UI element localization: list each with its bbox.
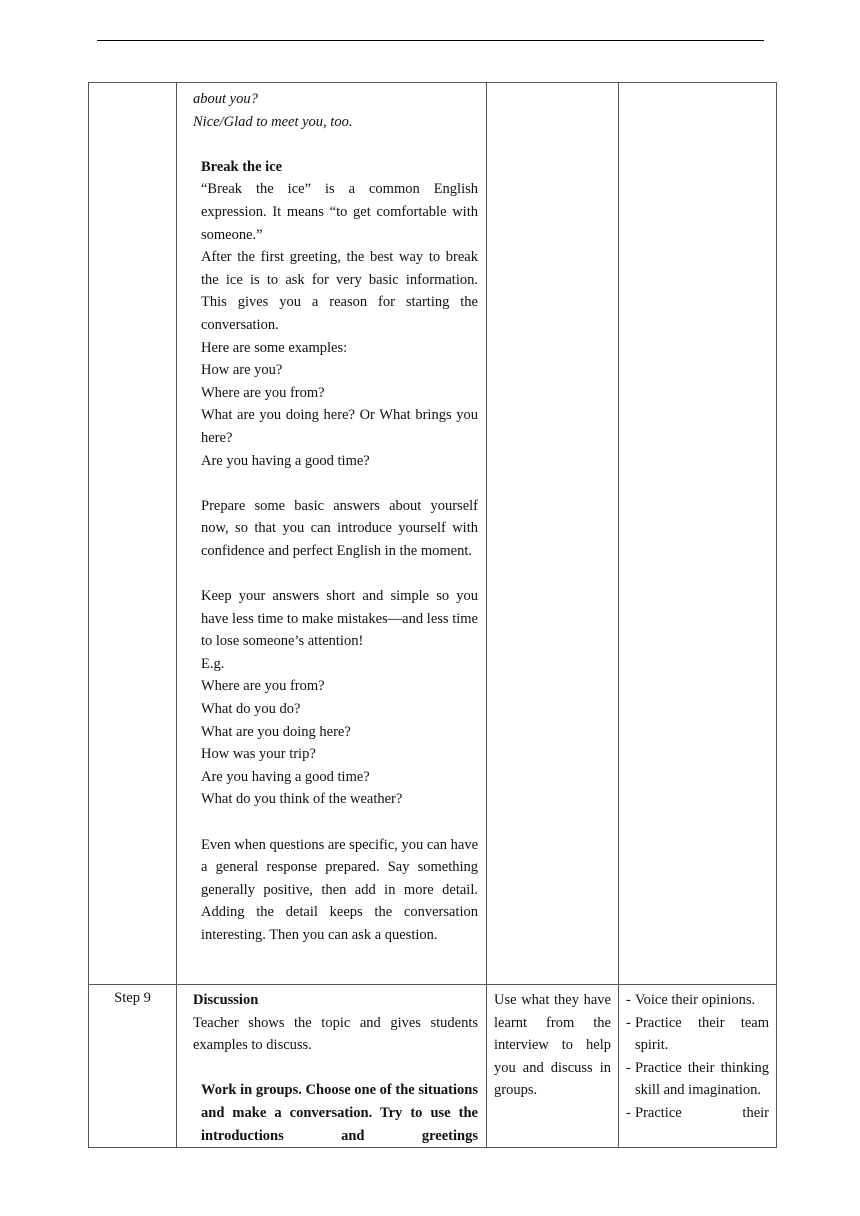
- step-cell: [89, 83, 177, 985]
- step-label: Step 9: [89, 985, 177, 1148]
- table-row: [89, 985, 777, 1148]
- eg-item: Are you having a good time?: [201, 768, 370, 785]
- eg-item: How was your trip?: [201, 746, 316, 763]
- activity-cell: [487, 83, 619, 985]
- paragraph: Here are some examples:: [201, 339, 348, 356]
- activity-cell: [487, 985, 619, 1148]
- purpose-text: Practice their thinking skill and imagination.: [635, 1059, 769, 1099]
- discussion-title: Discussion: [193, 992, 259, 1008]
- paragraph: Even when questions are specific, you can have a general response prepared. Say something generally positive, then add in more detail. Adding the detail keeps the conversation interesting. Then you can ask a question.: [201, 836, 479, 943]
- example-item: Where are you from?: [201, 384, 325, 401]
- eg-item: What are you doing here?: [201, 723, 351, 740]
- list-item: - Practice their team spirit.: [626, 1012, 769, 1057]
- eg-item: What do you think of the weather?: [201, 791, 403, 808]
- italic-line: about you?: [193, 91, 258, 107]
- table-row: [89, 83, 777, 985]
- lesson-plan-table: [88, 82, 777, 1148]
- list-item: - Practice their: [626, 1102, 769, 1125]
- purpose-text: Practice their: [635, 1104, 769, 1121]
- paragraph: Prepare some basic answers about yourself now, so that you can introduce yourself with confidence and perfect English in the moment.: [201, 497, 478, 559]
- example-item: How are you?: [201, 362, 283, 379]
- purpose-cell: [619, 83, 777, 985]
- purpose-text: Voice their opinions.: [635, 992, 756, 1008]
- eg-item: What do you do?: [201, 701, 301, 718]
- eg-item: Where are you from?: [201, 678, 325, 695]
- group-task: Work in groups. Choose one of the situations and make a conversation. Try to use the introductions and greetings: [201, 1082, 478, 1144]
- eg-label: E.g.: [201, 655, 225, 672]
- paragraph: After the first greeting, the best way to break the ice is to ask for very basic information. This gives you a reason for starting the conversation.: [201, 249, 478, 333]
- example-item: Are you having a good time?: [201, 452, 370, 469]
- example-item: What are you doing here? Or What brings you here?: [201, 407, 478, 446]
- content-cell: [177, 985, 487, 1148]
- paragraph: “Break the ice” is a common English expression. It means “to get comfortable with someone.”: [201, 181, 478, 243]
- list-item: - Practice their thinking skill and imagination.: [626, 1057, 769, 1102]
- italic-line: Nice/Glad to meet you, too.: [193, 113, 353, 130]
- list-item: - Voice their opinions.: [626, 989, 769, 1012]
- paragraph: Keep your answers short and simple so you have less time to make mistakes—and less time to lose someone’s attention!: [201, 588, 478, 650]
- break-the-ice-section: [193, 156, 478, 947]
- content-cell: [177, 83, 487, 985]
- purpose-cell: [619, 985, 777, 1148]
- purpose-text: Practice their team spirit.: [635, 1014, 769, 1054]
- student-activity: Use what they have learnt from the interview to help you and discuss in groups.: [494, 992, 611, 1099]
- header-rule: [97, 40, 764, 41]
- paragraph: Teacher shows the topic and gives students examples to discuss.: [193, 1014, 478, 1054]
- section-title: Break the ice: [201, 158, 283, 175]
